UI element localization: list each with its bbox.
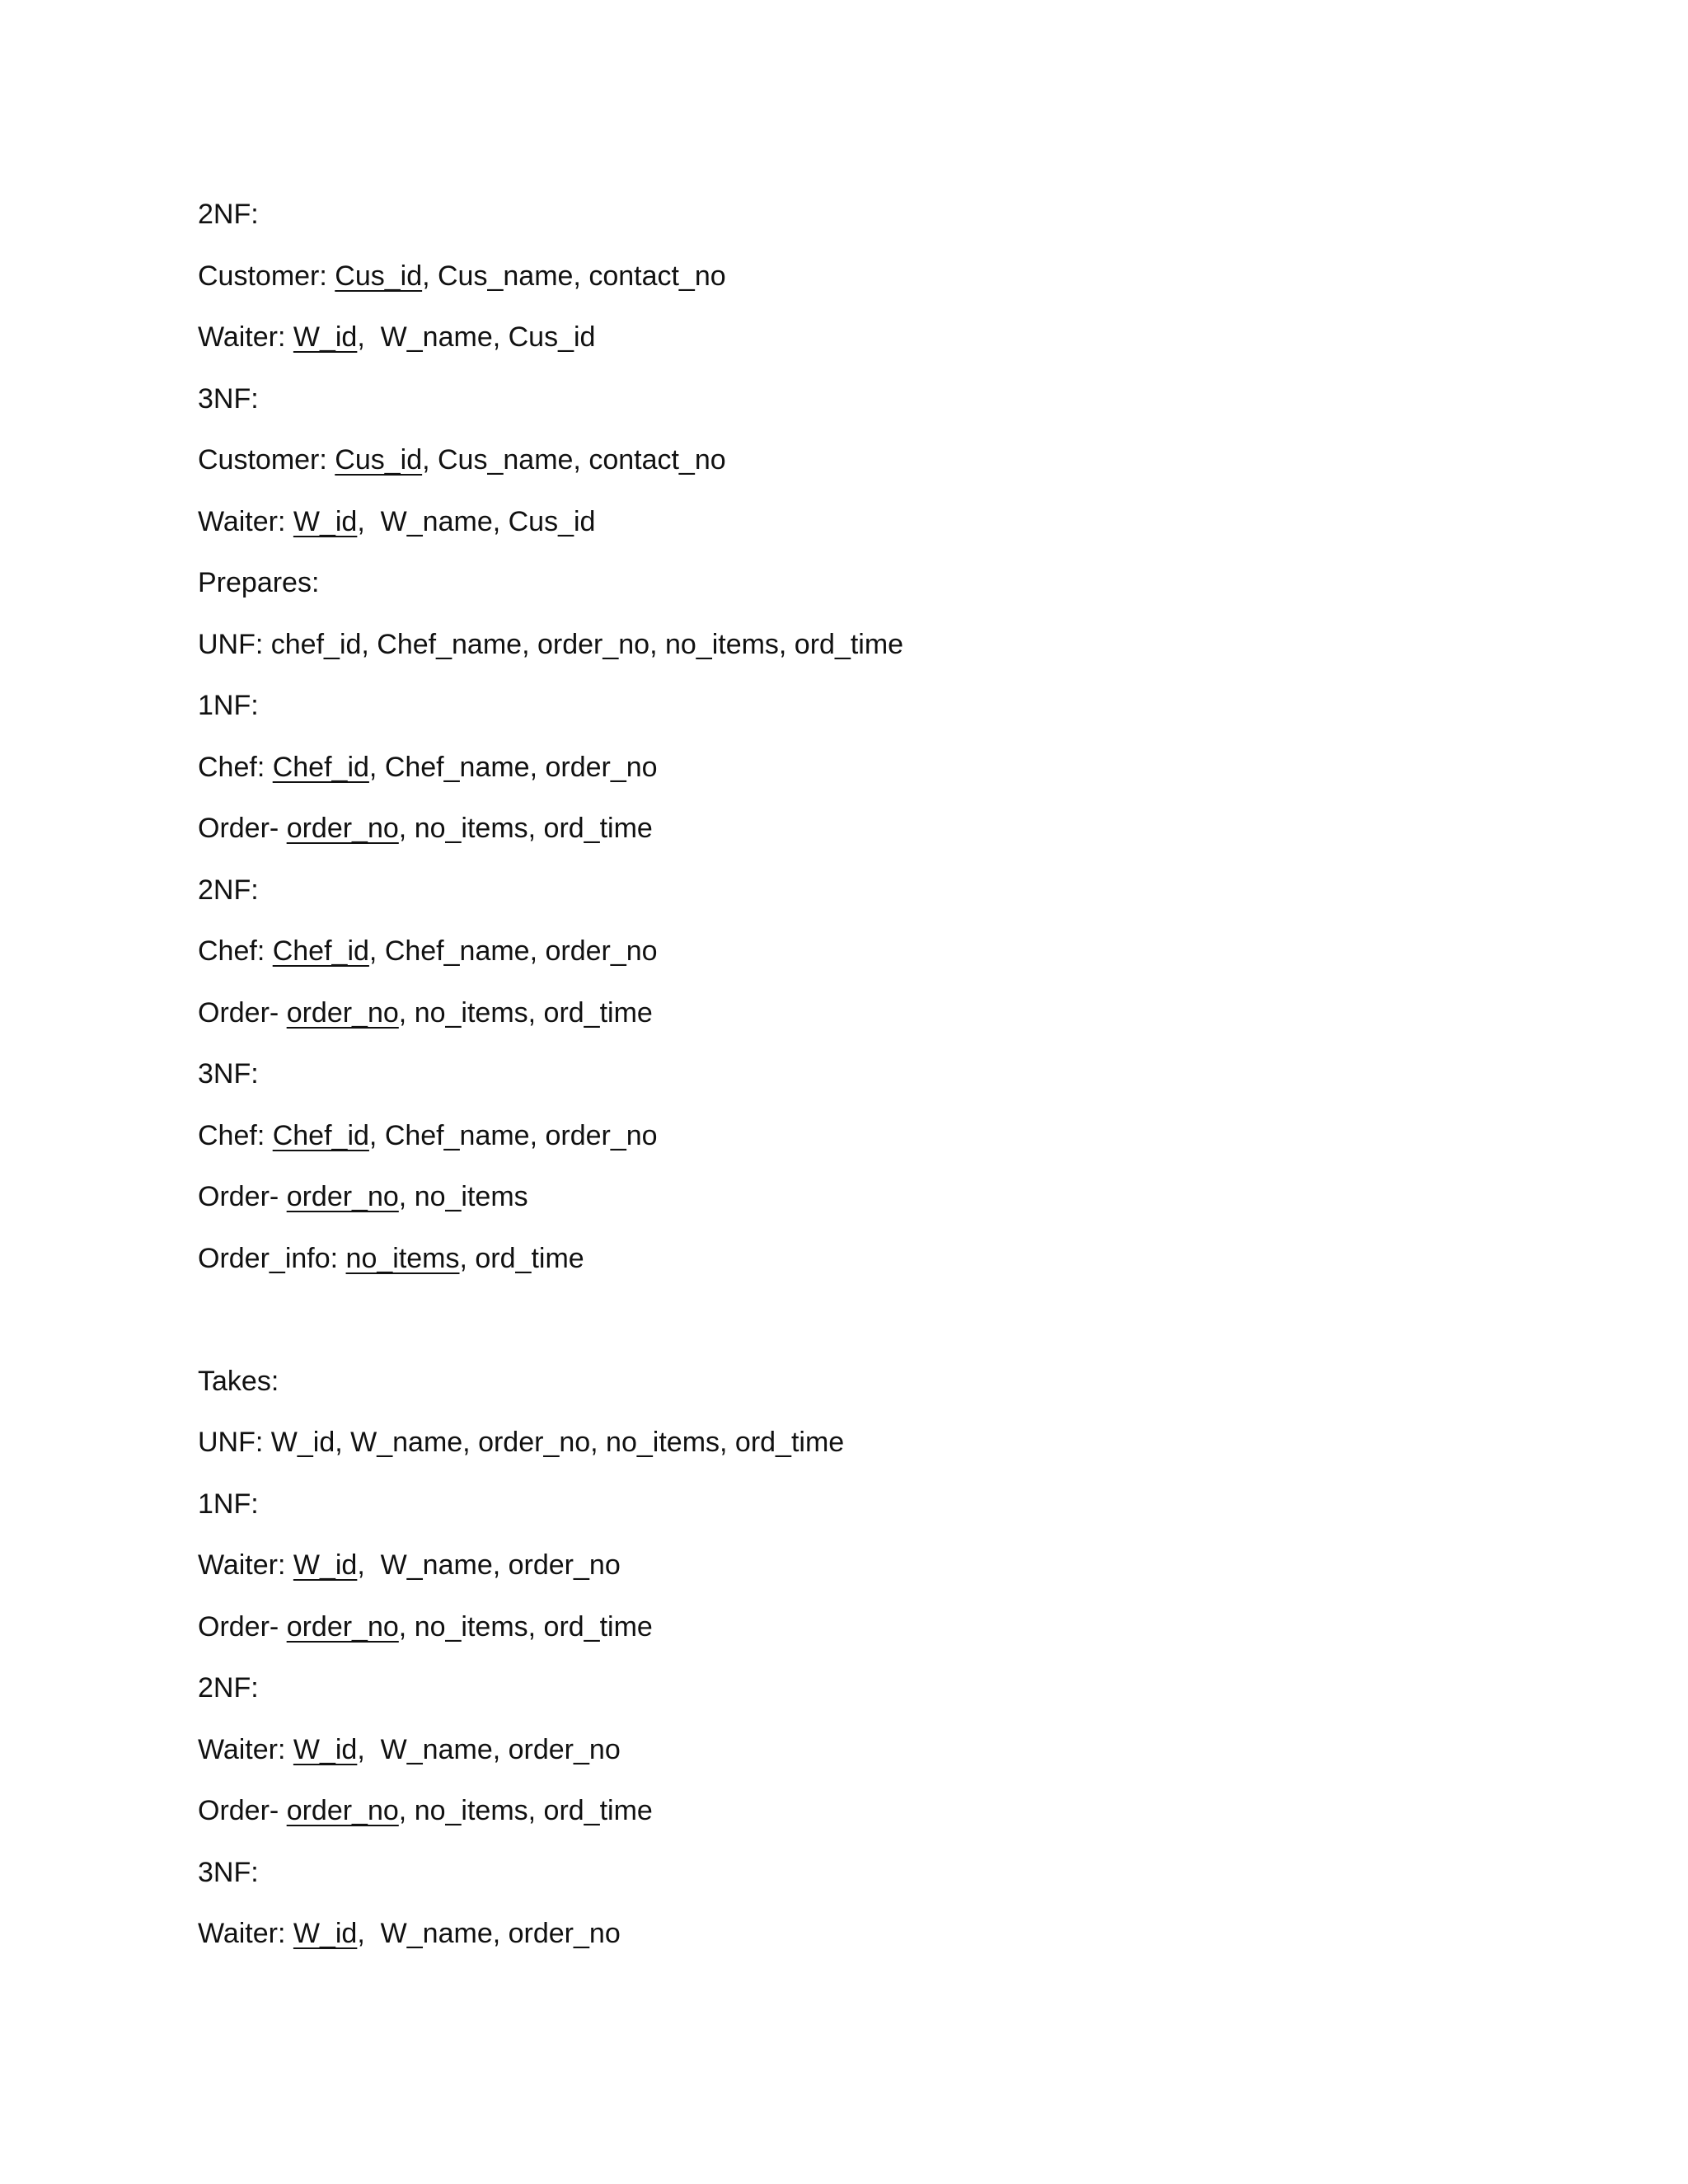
- primary-key-text: order_no: [286, 813, 399, 844]
- line-text: 3NF:: [198, 1058, 259, 1090]
- primary-key-text: W_id: [293, 321, 358, 353]
- primary-key-text: W_id: [293, 505, 358, 537]
- document-line: [198, 1549, 621, 1582]
- line-text: Waiter:: [198, 505, 293, 537]
- primary-key-text: Cus_id: [335, 444, 423, 476]
- line-text: 3NF:: [198, 1856, 259, 1888]
- line-text: Order-: [198, 1610, 287, 1643]
- line-text: Waiter:: [198, 1918, 293, 1949]
- primary-key-text: order_no: [286, 996, 399, 1029]
- document-line: [198, 566, 319, 599]
- document-line: [198, 628, 903, 661]
- document-line: [198, 260, 726, 293]
- line-text: Order-: [198, 1181, 287, 1212]
- line-text: 2NF:: [198, 1672, 259, 1704]
- line-text: , W_name, order_no: [357, 1918, 621, 1949]
- line-text: Customer:: [198, 260, 335, 292]
- document-line: [198, 443, 726, 476]
- line-text: UNF: chef_id, Chef_name, order_no, no_items, ord_time: [198, 628, 904, 660]
- document-line: [198, 1180, 528, 1213]
- line-text: Order-: [198, 996, 287, 1029]
- line-text: Customer:: [198, 444, 335, 476]
- line-text: , no_items, ord_time: [398, 813, 653, 844]
- line-text: Waiter:: [198, 1549, 293, 1581]
- document-line: [198, 1057, 259, 1090]
- document-line: [198, 874, 259, 907]
- primary-key-text: order_no: [286, 1610, 399, 1643]
- document-line: [198, 996, 653, 1029]
- document-line: [198, 1733, 621, 1766]
- document-line: [198, 812, 653, 845]
- document-line: [198, 689, 259, 722]
- line-text: , W_name, order_no: [357, 1733, 621, 1765]
- document-line: [198, 1365, 279, 1398]
- line-text: , Chef_name, order_no: [368, 751, 658, 783]
- primary-key-text: W_id: [293, 1733, 358, 1765]
- primary-key-text: order_no: [286, 1795, 399, 1826]
- line-text: 2NF:: [198, 199, 259, 230]
- document-line: [198, 1488, 259, 1521]
- line-text: , Chef_name, order_no: [368, 1119, 658, 1151]
- line-text: Prepares:: [198, 567, 320, 598]
- line-text: Order_info:: [198, 1242, 346, 1274]
- line-text: , no_items, ord_time: [398, 1795, 653, 1826]
- line-text: 2NF:: [198, 874, 259, 906]
- line-text: Chef:: [198, 1119, 273, 1151]
- line-text: , no_items: [398, 1181, 528, 1212]
- document-line: [198, 1119, 658, 1152]
- document-line: [198, 1426, 844, 1459]
- line-text: , W_name, order_no: [357, 1549, 621, 1581]
- document-line: [198, 1917, 621, 1950]
- primary-key-text: W_id: [293, 1918, 358, 1949]
- primary-key-text: Chef_id: [272, 1119, 369, 1151]
- document-line: [198, 505, 595, 538]
- line-text: , ord_time: [459, 1242, 584, 1274]
- primary-key-text: order_no: [286, 1181, 399, 1212]
- primary-key-text: no_items: [345, 1242, 460, 1274]
- line-text: Waiter:: [198, 321, 293, 353]
- line-text: Chef:: [198, 751, 273, 783]
- line-text: Waiter:: [198, 1733, 293, 1765]
- document-line: [198, 1610, 653, 1643]
- document-line: [198, 321, 595, 354]
- document-line: [198, 1856, 259, 1889]
- line-text: , W_name, Cus_id: [357, 321, 596, 353]
- document-line: [198, 935, 658, 968]
- primary-key-text: W_id: [293, 1549, 358, 1581]
- primary-key-text: Cus_id: [335, 260, 423, 292]
- line-text: , W_name, Cus_id: [357, 505, 596, 537]
- line-text: Order-: [198, 813, 287, 844]
- line-text: 1NF:: [198, 690, 259, 721]
- line-text: UNF: W_id, W_name, order_no, no_items, ord_time: [198, 1427, 845, 1458]
- primary-key-text: Chef_id: [272, 935, 369, 967]
- line-text: , Chef_name, order_no: [368, 935, 658, 967]
- line-text: 3NF:: [198, 382, 259, 415]
- line-text: , Cus_name, contact_no: [422, 260, 726, 292]
- line-text: Takes:: [198, 1365, 279, 1397]
- document-line: [198, 1794, 653, 1827]
- document-line: [198, 198, 259, 231]
- line-text: , no_items, ord_time: [398, 996, 653, 1029]
- document-line: [198, 1242, 584, 1275]
- document-line: [198, 751, 658, 784]
- line-text: Chef:: [198, 935, 273, 967]
- line-text: , no_items, ord_time: [398, 1610, 653, 1643]
- line-text: 1NF:: [198, 1488, 259, 1520]
- document-line: [198, 1671, 259, 1704]
- line-text: , Cus_name, contact_no: [422, 444, 726, 476]
- primary-key-text: Chef_id: [272, 751, 369, 783]
- line-text: Order-: [198, 1795, 287, 1826]
- document-line: [198, 382, 259, 415]
